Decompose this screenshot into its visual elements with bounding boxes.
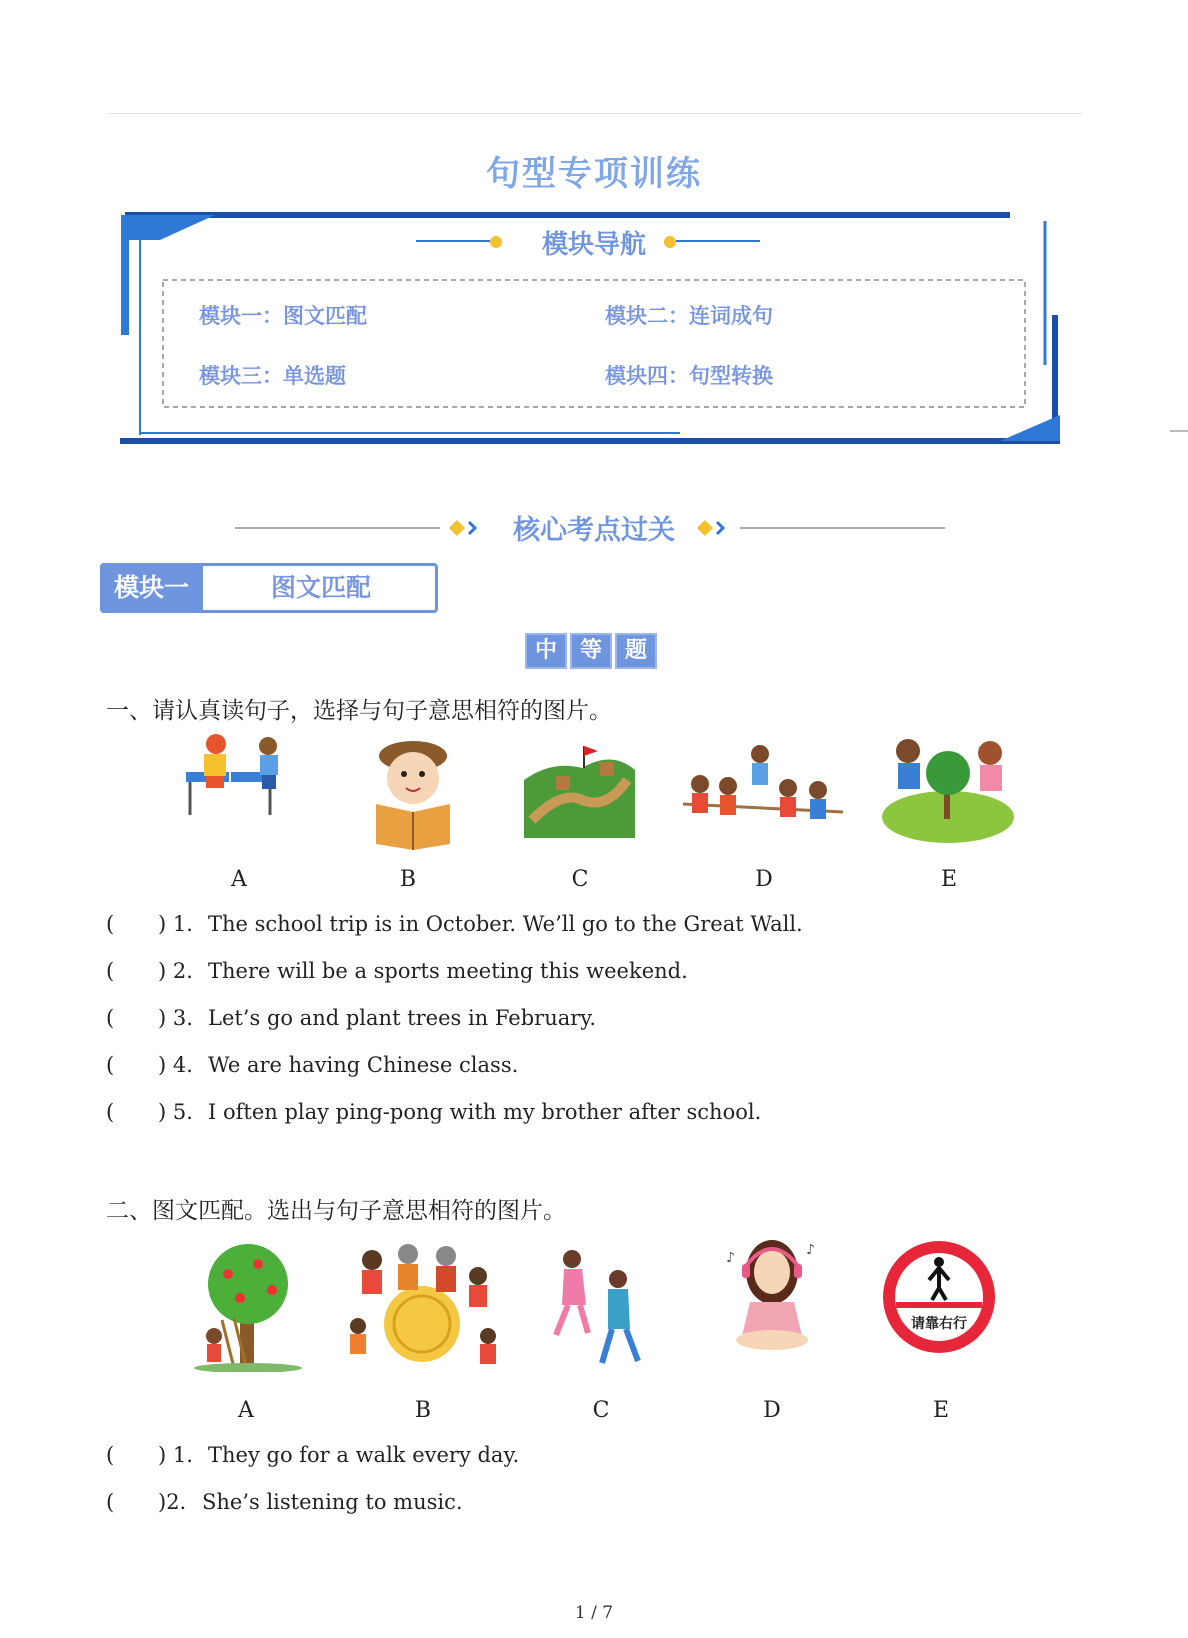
difficulty-badge <box>525 633 657 669</box>
nav-item-module-4: 模块四：句型转换 <box>605 364 773 388</box>
answer-bracket[interactable]: ( <box>106 1443 115 1467</box>
question-row <box>106 1490 463 1514</box>
nav-heading: 模块导航 <box>541 230 646 260</box>
picture-label: D <box>755 867 773 892</box>
nav-item-module-3: 模块三：单选题 <box>199 364 346 388</box>
page-title: 句型专项训练 <box>486 154 702 194</box>
great-wall-picture <box>522 740 637 840</box>
question-text: She’s listening to music. <box>202 1490 463 1514</box>
nav-item-module-2: 模块二：连词成句 <box>605 304 773 328</box>
question-number: ) 1. <box>158 1443 193 1467</box>
picture-label: B <box>414 1398 432 1423</box>
picture-label: C <box>592 1398 610 1423</box>
answer-bracket[interactable]: ( <box>106 1006 115 1030</box>
question-number: ) 3. <box>158 1006 193 1030</box>
margin-mark <box>1170 430 1188 432</box>
picture-label: B <box>399 867 417 892</box>
question-number: ) 2. <box>158 959 193 983</box>
svg-text:♪: ♪ <box>806 1242 815 1258</box>
picture-label: D <box>763 1398 781 1423</box>
boy-reading-book-picture <box>368 738 458 850</box>
question-text: I often play ping-pong with my brother after school. <box>208 1100 762 1124</box>
picture-label: A <box>231 867 247 892</box>
answer-bracket[interactable]: ( <box>106 1490 115 1514</box>
keep-right-sign-picture <box>880 1238 998 1356</box>
ping-pong-players-picture <box>180 730 300 830</box>
nav-item-module-1: 模块一：图文匹配 <box>199 304 367 328</box>
question-row <box>106 1053 518 1077</box>
question-number: ) 5. <box>158 1100 193 1124</box>
answer-bracket[interactable]: ( <box>106 959 115 983</box>
question-row <box>106 1443 519 1467</box>
question-text: The school trip is in October. We’ll go to the Great Wall. <box>208 912 803 936</box>
girl-listening-music-picture <box>722 1232 822 1352</box>
difficulty-char: 等 <box>570 633 612 669</box>
question-text: Let’s go and plant trees in February. <box>208 1006 597 1030</box>
question-text: There will be a sports meeting this weekend. <box>208 959 688 983</box>
module-tab-name: 图文匹配 <box>270 573 371 602</box>
children-tug-of-war-picture <box>678 742 848 842</box>
answer-bracket[interactable]: ( <box>106 1053 115 1077</box>
children-picking-apples-picture <box>188 1240 308 1372</box>
module-tab-label: 模块一 <box>100 563 203 613</box>
question-text: They go for a walk every day. <box>208 1443 520 1467</box>
picture-label: E <box>932 1398 950 1423</box>
question-row <box>106 1100 761 1124</box>
difficulty-char: 中 <box>525 633 567 669</box>
question-row <box>106 1006 596 1030</box>
picture-label: E <box>940 867 958 892</box>
answer-bracket[interactable]: ( <box>106 1100 115 1124</box>
difficulty-char: 题 <box>615 633 657 669</box>
picture-label: C <box>571 867 589 892</box>
question-text: We are having Chinese class. <box>208 1053 519 1077</box>
question-number: )2. <box>158 1490 187 1514</box>
core-heading: 核心考点过关 <box>513 515 675 546</box>
picture-label: A <box>238 1398 254 1423</box>
question-number: ) 1. <box>158 912 193 936</box>
page-number: 1 / 7 <box>574 1603 614 1623</box>
people-walking-picture <box>548 1245 648 1370</box>
question-row <box>106 959 688 983</box>
question-number: ) 4. <box>158 1053 193 1077</box>
sign-text: 请靠右行 <box>911 1316 967 1332</box>
answer-bracket[interactable]: ( <box>106 912 115 936</box>
family-mooncake-picture <box>342 1240 502 1370</box>
svg-text:♪: ♪ <box>726 1250 735 1266</box>
section-2-heading: 二、图文匹配。选出与句子意思相符的图片。 <box>106 1198 566 1224</box>
question-row <box>106 912 803 936</box>
top-divider <box>108 113 1082 114</box>
section-1-heading: 一、请认真读句子，选择与句子意思相符的图片。 <box>106 698 612 724</box>
children-planting-tree-picture <box>878 735 1018 845</box>
